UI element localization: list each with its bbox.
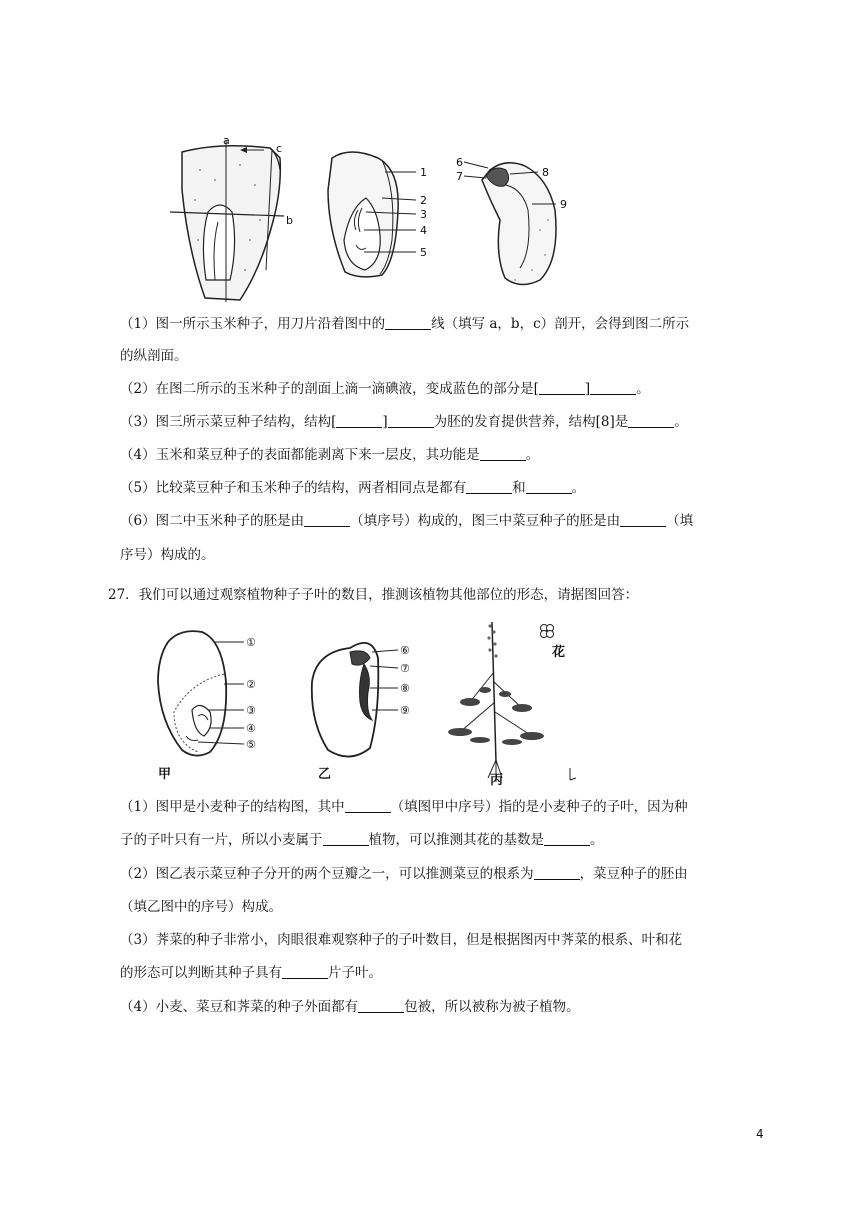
- caption-yi: 乙: [318, 767, 332, 782]
- q27-item1-line2: [0, 830, 860, 850]
- q27-stem: [0, 585, 860, 605]
- label-circled-5: ⑤: [246, 738, 256, 751]
- answer-blank[interactable]: [544, 831, 590, 846]
- q27-item1-line1: [0, 797, 860, 817]
- answer-blank[interactable]: [323, 831, 369, 846]
- label-6: 6: [456, 156, 463, 169]
- answer-blank[interactable]: [358, 998, 404, 1013]
- answer-blank[interactable]: [385, 315, 431, 330]
- caption-bing: 丙: [490, 773, 504, 788]
- q27-item1-text-a: （1）图甲是小麦种子的结构图，其中: [120, 799, 345, 815]
- q26-item6-text-d: 序号）构成的。: [120, 547, 215, 563]
- label-4: 4: [420, 224, 427, 237]
- q26-item5: [0, 478, 860, 498]
- label-9: 9: [560, 198, 567, 211]
- label-circled-6: ⑥: [400, 644, 410, 657]
- q26-item5-text-c: 。: [571, 480, 586, 496]
- bean-seed-figure-3: [456, 156, 567, 285]
- q27-item2-line1: [0, 864, 860, 884]
- q27-item1-text-b: （填图甲中序号）指的是小麦种子的子叶，因为种: [390, 799, 688, 815]
- q26-item6-line2: [0, 545, 860, 565]
- answer-blank[interactable]: [620, 512, 666, 527]
- label-circled-7: ⑦: [400, 662, 410, 675]
- answer-blank[interactable]: [539, 380, 585, 395]
- label-circled-4: ④: [246, 722, 256, 735]
- q27-item4-text-a: （4）小麦、菜豆和荠菜的种子外面都有: [120, 999, 359, 1015]
- q27-item3-line2: [0, 963, 860, 983]
- q27-item3-text-b: 的形态可以判断其种子具有: [120, 965, 282, 981]
- answer-blank[interactable]: [388, 413, 434, 428]
- q26-item6-line1: [0, 511, 860, 531]
- q26-item2: [0, 379, 860, 399]
- q26-item4-text-b: 。: [525, 447, 540, 463]
- q26-item3: [0, 412, 860, 432]
- wheat-seed-figure-jia: [158, 631, 256, 782]
- q27-item1-text-c: 子的子叶只有一片，所以小麦属于: [120, 832, 323, 848]
- q26-item2-text-a: （2）在图二所示的玉米种子的剖面上滴一滴碘液，变成蓝色的部分是[: [120, 381, 539, 397]
- label-circled-1: ①: [246, 636, 256, 649]
- q26-item6-text-c: （填: [666, 513, 694, 529]
- q26-item1-text-b: 线（填写 a，b，c）剖开，会得到图二所示: [431, 316, 690, 332]
- answer-blank[interactable]: [526, 479, 572, 494]
- q27-item2-text-b: ，菜豆种子的胚由: [579, 866, 688, 882]
- q27-item1-text-e: 。: [590, 832, 604, 848]
- q26-item1-text-a: （1）图一所示玉米种子，用刀片沿着图中的: [120, 316, 386, 332]
- q27-stem-text: 27．我们可以通过观察植物种子子叶的数目，推测该植物其他部位的形态，请据图回答：: [108, 587, 639, 603]
- q26-item5-text-b: 和: [512, 480, 526, 496]
- label-3: 3: [420, 208, 427, 221]
- q27-figures: [140, 612, 590, 792]
- label-8: 8: [542, 166, 549, 179]
- q27-item4-text-b: 包被，所以被称为被子植物。: [404, 999, 580, 1015]
- q26-item4: [0, 445, 860, 465]
- label-circled-8: ⑧: [400, 682, 410, 695]
- q26-item3-text-c: 为胚的发育提供营养，结构[8]是: [433, 414, 629, 430]
- q27-item4: [0, 997, 860, 1017]
- label-b: b: [286, 214, 293, 227]
- q26-item3-text-a: （3）图三所示菜豆种子结构，结构[: [120, 414, 337, 430]
- q27-item3-text-c: 片子叶。: [328, 965, 382, 981]
- q26-item6-text-b: （填序号）构成的，图三中菜豆种子的胚是由: [350, 513, 621, 529]
- label-2: 2: [420, 194, 427, 207]
- bean-seed-figure-yi: [312, 643, 410, 782]
- q27-item2-text-c: （填乙图中的序号）构成。: [120, 899, 282, 915]
- answer-blank[interactable]: [336, 413, 382, 428]
- label-circled-3: ③: [246, 704, 256, 717]
- q26-item5-text-a: （5）比较菜豆种子和玉米种子的结构，两者相同点是都有: [120, 480, 467, 496]
- answer-blank[interactable]: [282, 964, 328, 979]
- answer-blank[interactable]: [304, 512, 350, 527]
- q26-item3-text-b: ]: [382, 414, 388, 430]
- q26-item3-text-d: 。: [674, 414, 688, 430]
- corn-section-figure-2: [328, 152, 427, 277]
- answer-blank[interactable]: [345, 798, 391, 813]
- top-figures: [160, 130, 600, 310]
- q27-item2-line2: [0, 897, 860, 917]
- q26-item2-text-b: ]: [584, 381, 591, 397]
- q26-item1-line2: [0, 346, 860, 366]
- q27-item2-text-a: （2）图乙表示菜豆种子分开的两个豆瓣之一，可以推测菜豆的根系为: [120, 866, 534, 882]
- q26-item2-text-c: 。: [636, 381, 650, 397]
- label-7: 7: [456, 170, 463, 183]
- shepherds-purse-figure-bing: [448, 622, 576, 788]
- label-1: 1: [420, 166, 427, 179]
- label-circled-2: ②: [246, 678, 256, 691]
- answer-blank[interactable]: [466, 479, 512, 494]
- label-c: c: [276, 142, 283, 155]
- q26-item1-text-c: 的纵剖面。: [120, 348, 188, 364]
- answer-blank[interactable]: [480, 446, 526, 461]
- q26-item4-text-a: （4）玉米和菜豆种子的表面都能剥离下来一层皮，其功能是: [120, 447, 480, 463]
- answer-blank[interactable]: [628, 413, 674, 428]
- answer-blank[interactable]: [534, 865, 580, 880]
- page-number: 4: [756, 1127, 764, 1141]
- q26-item1-line1: [0, 314, 860, 334]
- caption-jia: 甲: [158, 767, 172, 782]
- label-5: 5: [420, 246, 427, 259]
- q27-item3-line1: [0, 930, 860, 950]
- q27-item1-text-d: 植物，可以推测其花的基数是: [368, 832, 544, 848]
- label-a: a: [223, 134, 230, 147]
- corn-kernel-figure-1: [170, 134, 293, 302]
- label-circled-9: ⑨: [400, 704, 410, 717]
- label-flower: 花: [552, 645, 566, 660]
- q27-item3-text-a: （3）荠菜的种子非常小，肉眼很难观察种子的子叶数目，但是根据图丙中荠菜的根系、叶和花: [120, 932, 683, 948]
- answer-blank[interactable]: [590, 380, 636, 395]
- q26-item6-text-a: （6）图二中玉米种子的胚是由: [120, 513, 305, 529]
